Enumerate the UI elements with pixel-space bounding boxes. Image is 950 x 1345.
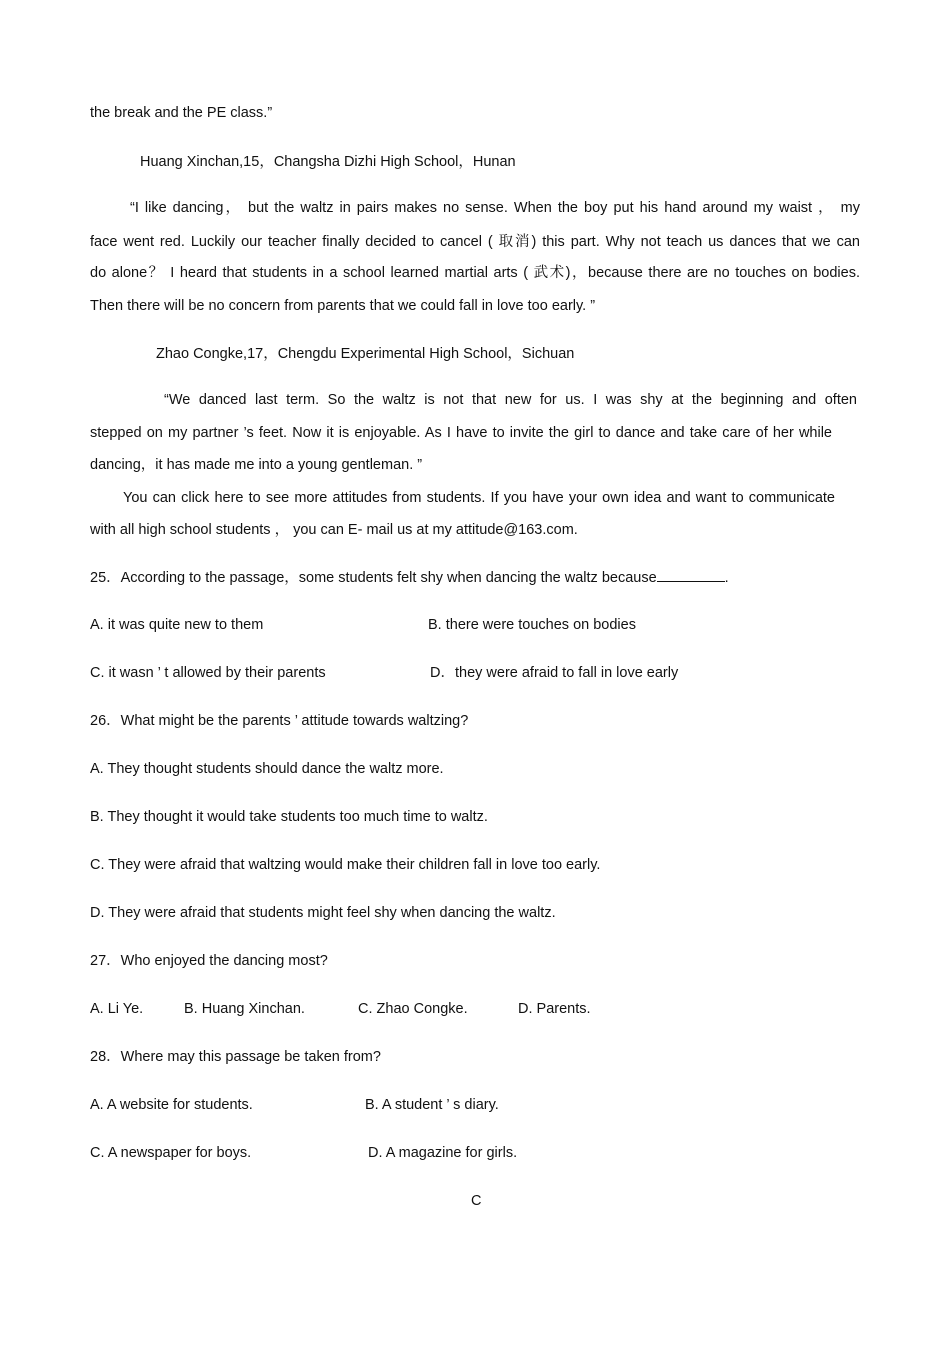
question-28-option-d: D. A magazine for girls. bbox=[368, 1145, 518, 1161]
question-28-option-c: C. A newspaper for boys. bbox=[90, 1145, 252, 1161]
question-27-option-c: C. Zhao Congke. bbox=[358, 1001, 468, 1017]
question-27-stem: 27．Who enjoyed the dancing most? bbox=[90, 953, 328, 969]
question-26-option-d: D. They were afraid that students might feel shy when dancing the waltz. bbox=[90, 905, 556, 921]
section-label: C bbox=[471, 1193, 482, 1209]
question-stem-text: 25．According to the passage，some students felt shy when dancing the waltz because bbox=[90, 570, 657, 586]
question-28-option-a: A. A website for students. bbox=[90, 1097, 253, 1113]
answer-blank bbox=[657, 568, 725, 582]
question-25-option-d: D．they were afraid to fall in love early bbox=[430, 665, 679, 681]
question-26-option-b: B. They thought it would take students too much time to waltz. bbox=[90, 809, 488, 825]
attribution-zhao: Zhao Congke,17，Chengdu Experimental High School，Sichuan bbox=[156, 346, 575, 362]
question-stem-end: . bbox=[724, 570, 729, 586]
closing-line-2: with all high school students ， you can E- mail us at my attitude@163.com. bbox=[90, 522, 578, 538]
question-25-option-b: B. there were touches on bodies bbox=[428, 617, 636, 633]
quote-huang-line-2: face went red. Luckily our teacher finally decided to cancel ( 取消) this part. Why not teach us dances that we can bbox=[90, 234, 860, 250]
intro-end: the break and the PE class.” bbox=[90, 105, 273, 121]
question-27-option-d: D. Parents. bbox=[518, 1001, 591, 1017]
question-25-option-c: C. it wasn ’ t allowed by their parents bbox=[90, 665, 326, 681]
quote-zhao-line-1: “We danced last term. So the waltz is not that new for us. I was shy at the beginning and often bbox=[164, 392, 857, 408]
question-26-option-a: A. They thought students should dance the waltz more. bbox=[90, 761, 444, 777]
question-27-option-a: A. Li Ye. bbox=[90, 1001, 144, 1017]
quote-huang-line-3: do alone？ I heard that students in a school learned martial arts ( 武术)，because there are no touches on bodies. bbox=[90, 265, 860, 281]
question-25-stem bbox=[90, 568, 729, 587]
question-26-stem: 26．What might be the parents ’ attitude towards waltzing? bbox=[90, 713, 469, 729]
question-28-stem: 28．Where may this passage be taken from? bbox=[90, 1049, 381, 1065]
question-25-option-a: A. it was quite new to them bbox=[90, 617, 264, 633]
question-26-option-c: C. They were afraid that waltzing would make their children fall in love too early. bbox=[90, 857, 601, 873]
quote-zhao-line-3: dancing，it has made me into a young gentleman. ” bbox=[90, 457, 423, 473]
question-27-option-b: B. Huang Xinchan. bbox=[184, 1001, 305, 1017]
quote-huang-line-1: “I like dancing， but the waltz in pairs makes no sense. When the boy put his hand around my waist ， my bbox=[130, 200, 860, 216]
attribution-huang: Huang Xinchan,15，Changsha Dizhi High School，Hunan bbox=[140, 154, 516, 170]
question-28-option-b: B. A student ’ s diary. bbox=[365, 1097, 499, 1113]
quote-huang-line-4: Then there will be no concern from parents that we could fall in love too early. ” bbox=[90, 298, 596, 314]
quote-zhao-line-2: stepped on my partner ’s feet. Now it is enjoyable. As I have to invite the girl to dance and take care of her while bbox=[90, 425, 832, 441]
closing-line-1: You can click here to see more attitudes from students. If you have your own idea and want to communicate bbox=[123, 490, 835, 506]
